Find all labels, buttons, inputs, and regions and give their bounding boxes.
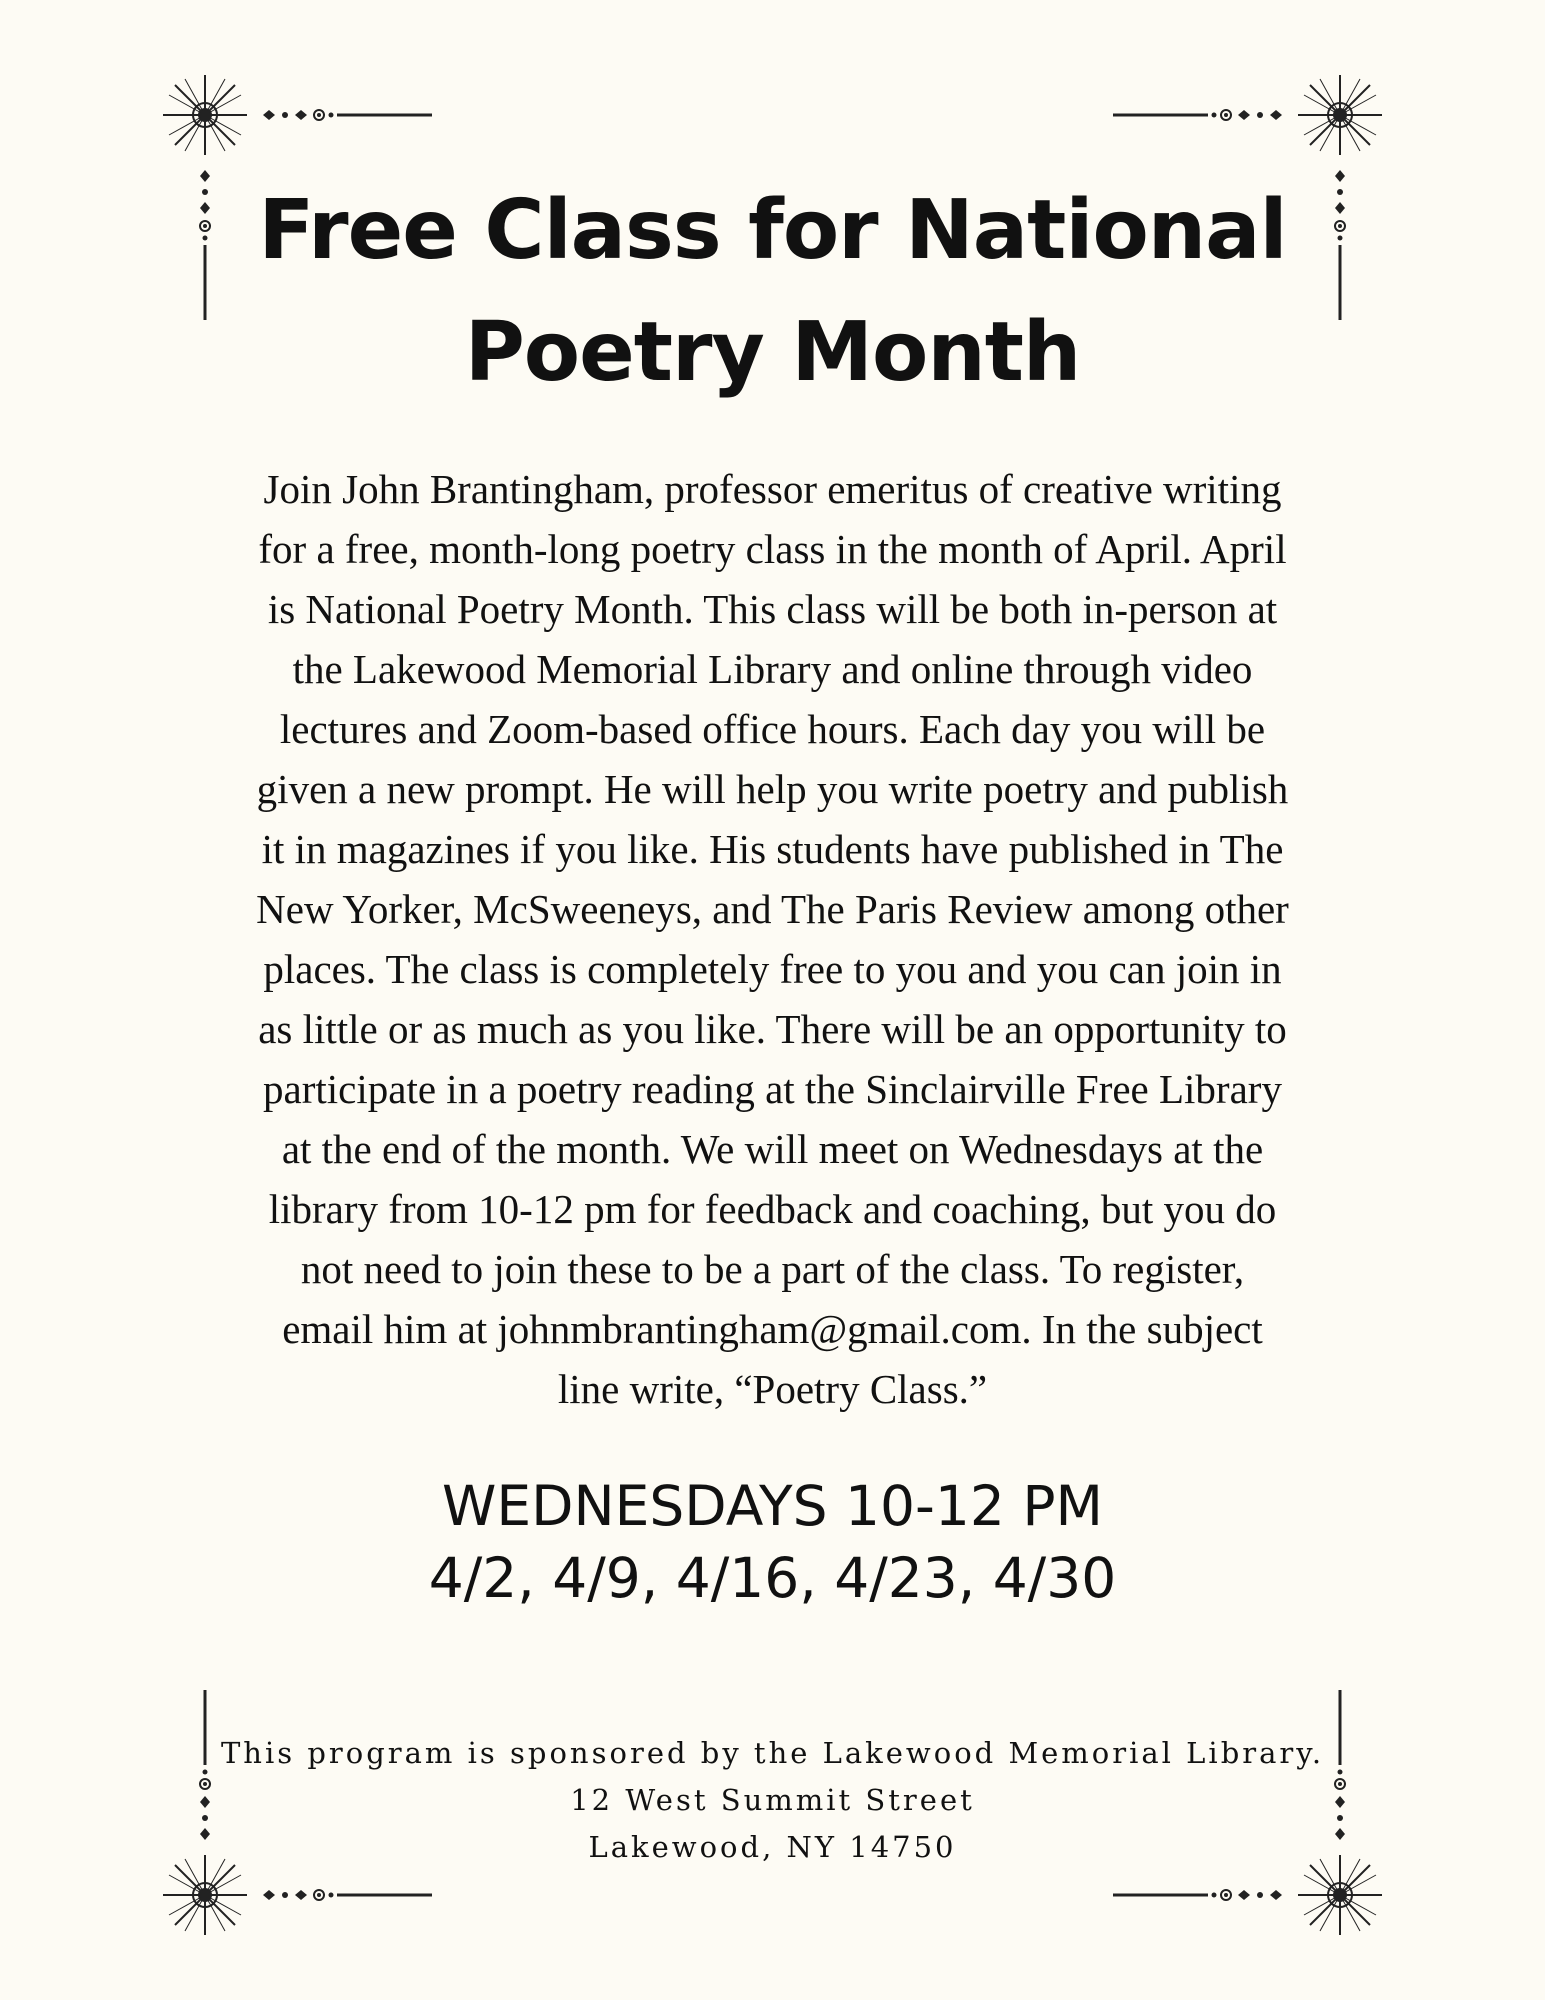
description-line: places. The class is completely free to you and you can join in <box>263 946 1282 992</box>
description-line: it in magazines if you like. His students have published in The <box>261 826 1284 872</box>
page-title <box>0 170 1545 414</box>
description-line: is National Poetry Month. This class will be both in-person at <box>267 586 1278 632</box>
class-description <box>150 459 1395 1419</box>
address-city: Lakewood, NY 14750 <box>588 1830 957 1864</box>
description-line: library from 10-12 pm for feedback and coaching, but you do <box>268 1186 1277 1232</box>
title-line-1: Free Class for National <box>258 183 1287 278</box>
description-line: participate in a poetry reading at the Sinclairville Free Library <box>263 1066 1282 1112</box>
schedule-time: WEDNESDAYS 10-12 PM <box>442 1474 1103 1538</box>
description-line: Join John Brantingham, professor emeritus of creative writing <box>263 466 1282 512</box>
address-street: 12 West Summit Street <box>570 1783 975 1817</box>
sponsor-footer <box>0 1730 1545 1871</box>
title-line-2: Poetry Month <box>464 305 1081 400</box>
description-line: at the end of the month. We will meet on Wednesdays at the <box>281 1126 1264 1172</box>
description-line: not need to join these to be a part of the class. To register, <box>300 1246 1245 1292</box>
description-line: for a free, month-long poetry class in the month of April. April <box>258 526 1287 572</box>
description-line: the Lakewood Memorial Library and online through video <box>292 646 1253 692</box>
description-line: lectures and Zoom-based office hours. Each day you will be <box>279 706 1266 752</box>
description-line: line write, “Poetry Class.” <box>557 1366 988 1412</box>
description-line: New Yorker, McSweeneys, and The Paris Review among other <box>256 886 1289 932</box>
schedule-block <box>0 1470 1545 1614</box>
description-line: as little or as much as you like. There will be an opportunity to <box>258 1006 1287 1052</box>
schedule-dates: 4/2, 4/9, 4/16, 4/23, 4/30 <box>428 1546 1117 1610</box>
description-line: email him at johnmbrantingham@gmail.com. In the subject <box>282 1306 1263 1352</box>
sponsor-text: This program is sponsored by the Lakewood Memorial Library. <box>220 1736 1325 1770</box>
description-line: given a new prompt. He will help you write poetry and publish <box>256 766 1289 812</box>
